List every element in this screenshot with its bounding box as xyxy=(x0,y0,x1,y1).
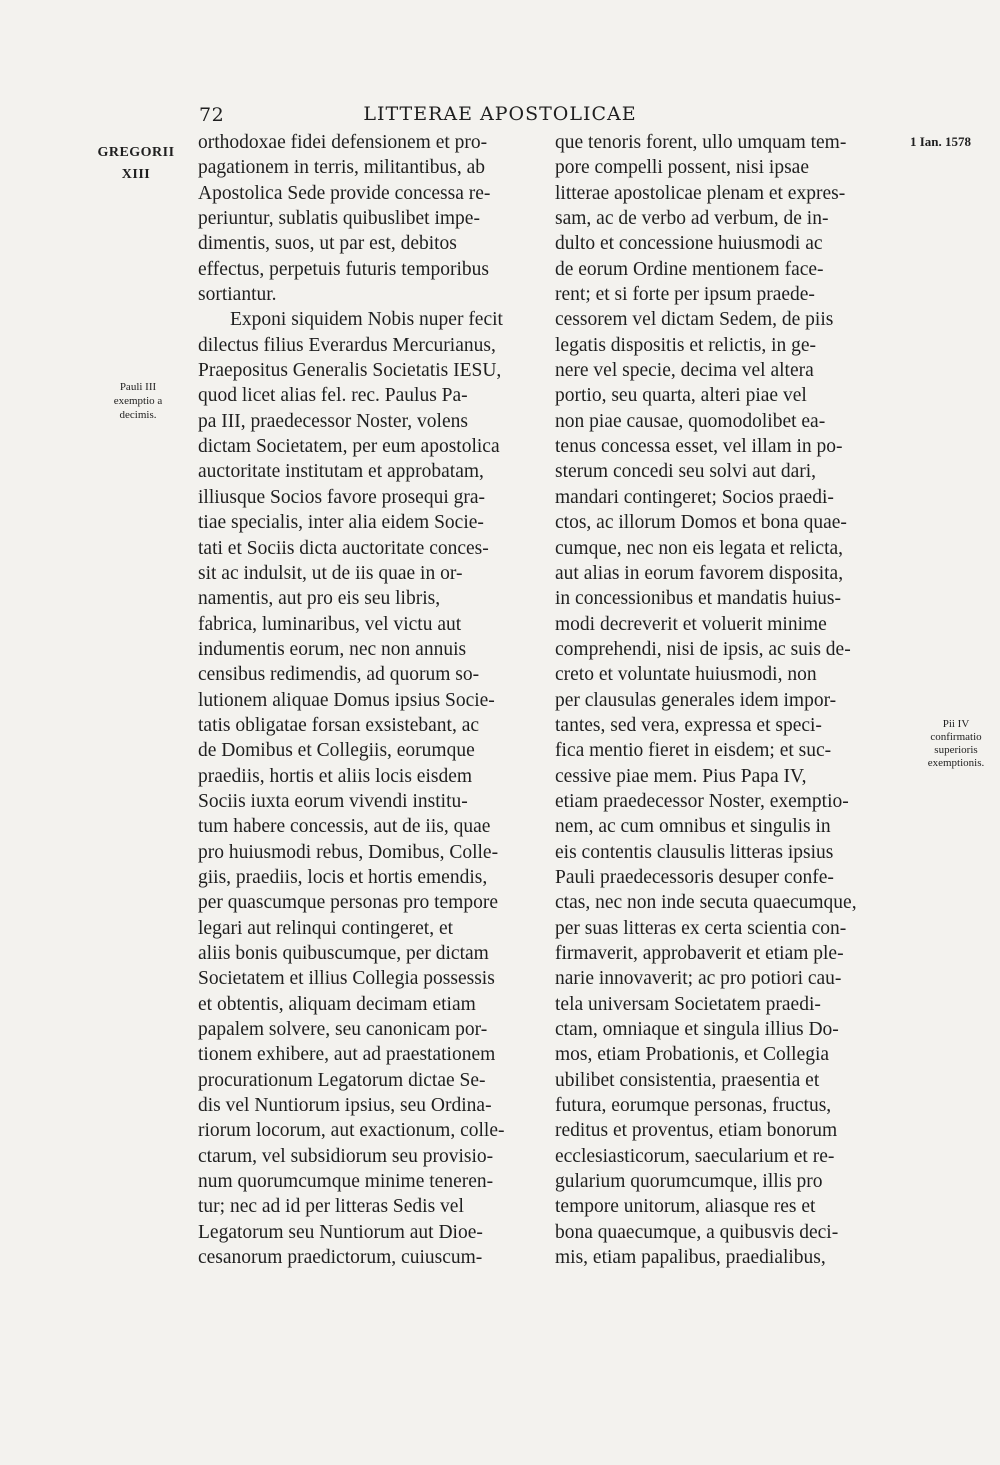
text-line: sterum concedi seu solvi aut dari, xyxy=(555,461,817,483)
text-line: narie innovaverit; ac pro potiori cau- xyxy=(555,968,842,990)
text-line: per clausulas generales idem impor- xyxy=(555,689,837,711)
left-note-line: decimis. xyxy=(119,409,157,421)
text-line: mos, etiam Probationis, et Collegia xyxy=(555,1044,830,1066)
left-note-line: Pauli III xyxy=(119,381,157,393)
running-title: LITTERAE APOSTOLICAE xyxy=(363,103,637,125)
text-line: aut alias in eorum favorem disposita, xyxy=(555,562,844,584)
text-line: gularium quorumcumque, illis pro xyxy=(555,1171,823,1193)
text-line: quod licet alias fel. rec. Paulus Pa- xyxy=(198,385,468,407)
text-line: eis contentis clausulis litteras ipsius xyxy=(555,841,834,863)
text-line: dilectus filius Everardus Mercurianus, xyxy=(198,334,496,356)
text-line: et obtentis, aliquam decimam etiam xyxy=(198,993,476,1015)
text-line: ubilibet consistentia, praesentia et xyxy=(555,1069,820,1091)
text-line: sit ac indulsit, ut de iis quae in or- xyxy=(198,562,463,584)
text-line: que tenoris forent, ullo umquam tem- xyxy=(555,132,847,153)
text-line: dimentis, suos, ut par est, debitos xyxy=(198,233,457,255)
text-line: num quorumcumque minime teneren- xyxy=(198,1171,494,1193)
right-note-line: confirmatio xyxy=(930,731,982,743)
text-line: tempore unitorum, aliasque res et xyxy=(555,1196,816,1218)
text-line: dis vel Nuntiorum ipsius, seu Ordina- xyxy=(198,1095,492,1117)
text-line: in concessionibus et mandatis huius- xyxy=(555,588,841,610)
pope-name: GREGORII xyxy=(97,145,175,160)
text-column-left xyxy=(198,130,540,1270)
text-line: ctam, omniaque et singula illius Do- xyxy=(555,1019,839,1041)
text-line: firmaverit, approbaverit et etiam ple- xyxy=(555,943,844,964)
text-line: futura, eorumque personas, fructus, xyxy=(555,1095,832,1117)
text-line: periuntur, sublatis quibuslibet impe- xyxy=(198,208,480,230)
text-line: lutionem aliquae Domus ipsius Socie- xyxy=(198,689,495,711)
right-note-line: Pii IV xyxy=(942,718,970,730)
text-line: dulto et concessione huiusmodi ac xyxy=(555,233,823,255)
text-line: orthodoxae fidei defensionem et pro- xyxy=(198,132,488,153)
text-line: mandari contingeret; Socios praedi- xyxy=(555,486,834,508)
text-line: tionem exhibere, aut ad praestationem xyxy=(198,1044,496,1066)
text-line: mis, etiam papalibus, praedialibus, xyxy=(555,1247,826,1269)
text-line: Societatem et illius Collegia possessis xyxy=(198,968,495,990)
text-line: ctos, ac illorum Domos et bona quae- xyxy=(555,512,847,534)
text-line: creto et voluntate huiusmodi, non xyxy=(555,664,817,686)
text-line: namentis, aut pro eis seu libris, xyxy=(198,588,441,610)
text-line: ctarum, vel subsidiorum seu provisio- xyxy=(198,1145,494,1167)
text-line: tur; nec ad id per litteras Sedis vel xyxy=(198,1196,464,1218)
text-line: per suas litteras ex certa scientia con- xyxy=(555,917,847,939)
text-line: pa III, praedecessor Noster, volens xyxy=(198,410,468,432)
text-line: dictam Societatem, per eum apostolica xyxy=(198,436,500,458)
page-number: 72 xyxy=(199,104,225,126)
text-line: rent; et si forte per ipsum praede- xyxy=(555,284,815,306)
text-line: bona quaecumque, a quibusvis deci- xyxy=(555,1221,839,1243)
text-line: nere vel specie, decima vel altera xyxy=(555,360,814,382)
text-line: non piae causae, quomodolibet ea- xyxy=(555,410,826,432)
right-marginal-note xyxy=(910,718,1000,770)
text-line: pagationem in terris, militantibus, ab xyxy=(198,157,486,179)
text-line: fica mentio fieret in eisdem; et suc- xyxy=(555,740,832,762)
text-line: per quascumque personas pro tempore xyxy=(198,892,498,914)
text-line: litterae apostolicae plenam et expres- xyxy=(555,182,846,204)
text-line: procurationum Legatorum dictae Se- xyxy=(198,1069,486,1091)
text-line: cessorem vel dictam Sedem, de piis xyxy=(555,309,834,331)
right-note-line: exemptionis. xyxy=(927,757,985,769)
text-line: Legatorum seu Nuntiorum aut Dioe- xyxy=(198,1221,483,1243)
text-line: nem, ac cum omnibus et singulis in xyxy=(555,816,831,838)
text-line: Sociis iuxta eorum vivendi institu- xyxy=(198,790,468,812)
text-line: legari aut relinqui contingeret, et xyxy=(198,917,454,939)
text-line: de eorum Ordine mentionem face- xyxy=(555,258,824,280)
text-line: ecclesiasticorum, saecularium et re- xyxy=(555,1145,835,1167)
text-line: tenus concessa esset, vel illam in po- xyxy=(555,436,843,458)
text-line: tantes, sed vera, expressa et speci- xyxy=(555,714,822,736)
pope-marginal-heading xyxy=(92,142,180,186)
text-line: Exponi siquidem Nobis nuper fecit xyxy=(230,309,503,331)
text-line: tiae specialis, inter alia eidem Socie- xyxy=(198,512,484,534)
text-line: illiusque Socios favore prosequi gra- xyxy=(198,486,486,508)
text-line: tati et Sociis dicta auctoritate conces- xyxy=(198,537,489,559)
text-line: tatis obligatae forsan exsistebant, ac xyxy=(198,714,480,736)
text-line: riorum locorum, aut exactionum, colle- xyxy=(198,1120,505,1142)
text-line: tum habere concessis, aut de iis, quae xyxy=(198,816,491,838)
left-note-line: exemptio a xyxy=(113,395,163,407)
text-line: pore compelli possent, nisi ipsae xyxy=(555,157,809,179)
text-line: papalem solvere, seu canonicam por- xyxy=(198,1019,488,1041)
text-line: sam, ac de verbo ad verbum, de in- xyxy=(555,208,829,230)
text-line: cesanorum praedictorum, cuiuscum- xyxy=(198,1247,483,1269)
pope-numeral: XIII xyxy=(121,167,151,182)
left-marginal-note xyxy=(92,380,184,422)
text-line: sortiantur. xyxy=(198,284,277,306)
text-line: ctas, nec non inde secuta quaecumque, xyxy=(555,892,857,914)
text-line: aliis bonis quibuscumque, per dictam xyxy=(198,943,489,964)
text-line: cessive piae mem. Pius Papa IV, xyxy=(555,765,807,787)
text-line: fabrica, luminaribus, vel victu aut xyxy=(198,613,462,635)
right-note-line: superioris xyxy=(934,744,978,756)
text-line: pro huiusmodi rebus, Domibus, Colle- xyxy=(198,841,499,863)
text-line: effectus, perpetuis futuris temporibus xyxy=(198,258,489,280)
text-line: etiam praedecessor Noster, exemptio- xyxy=(555,790,849,812)
marginal-date: 1 Ian. 1578 xyxy=(910,134,972,149)
text-line: auctoritate institutam et approbatam, xyxy=(198,461,484,483)
text-line: legatis dispositis et relictis, in ge- xyxy=(555,334,817,356)
text-line: Praepositus Generalis Societatis IESU, xyxy=(198,360,502,382)
text-line: modi decreverit et voluerit minime xyxy=(555,613,827,635)
text-line: cumque, nec non eis legata et relicta, xyxy=(555,537,844,559)
text-column-right xyxy=(555,130,895,1270)
text-line: Apostolica Sede provide concessa re- xyxy=(198,182,491,204)
text-line: tela universam Societatem praedi- xyxy=(555,993,821,1015)
text-line: Pauli praedecessoris desuper confe- xyxy=(555,866,834,888)
text-line: portio, seu quarta, alteri piae vel xyxy=(555,385,807,407)
text-line: censibus redimendis, ad quorum so- xyxy=(198,664,480,686)
text-line: giis, praediis, locis et hortis emendis, xyxy=(198,866,488,888)
text-line: de Domibus et Collegiis, eorumque xyxy=(198,740,475,762)
text-line: indumentis eorum, nec non annuis xyxy=(198,638,467,660)
text-line: praediis, hortis et aliis locis eisdem xyxy=(198,765,473,787)
text-line: comprehendi, nisi de ipsis, ac suis de- xyxy=(555,638,851,660)
text-line: reditus et proventus, etiam bonorum xyxy=(555,1120,838,1142)
